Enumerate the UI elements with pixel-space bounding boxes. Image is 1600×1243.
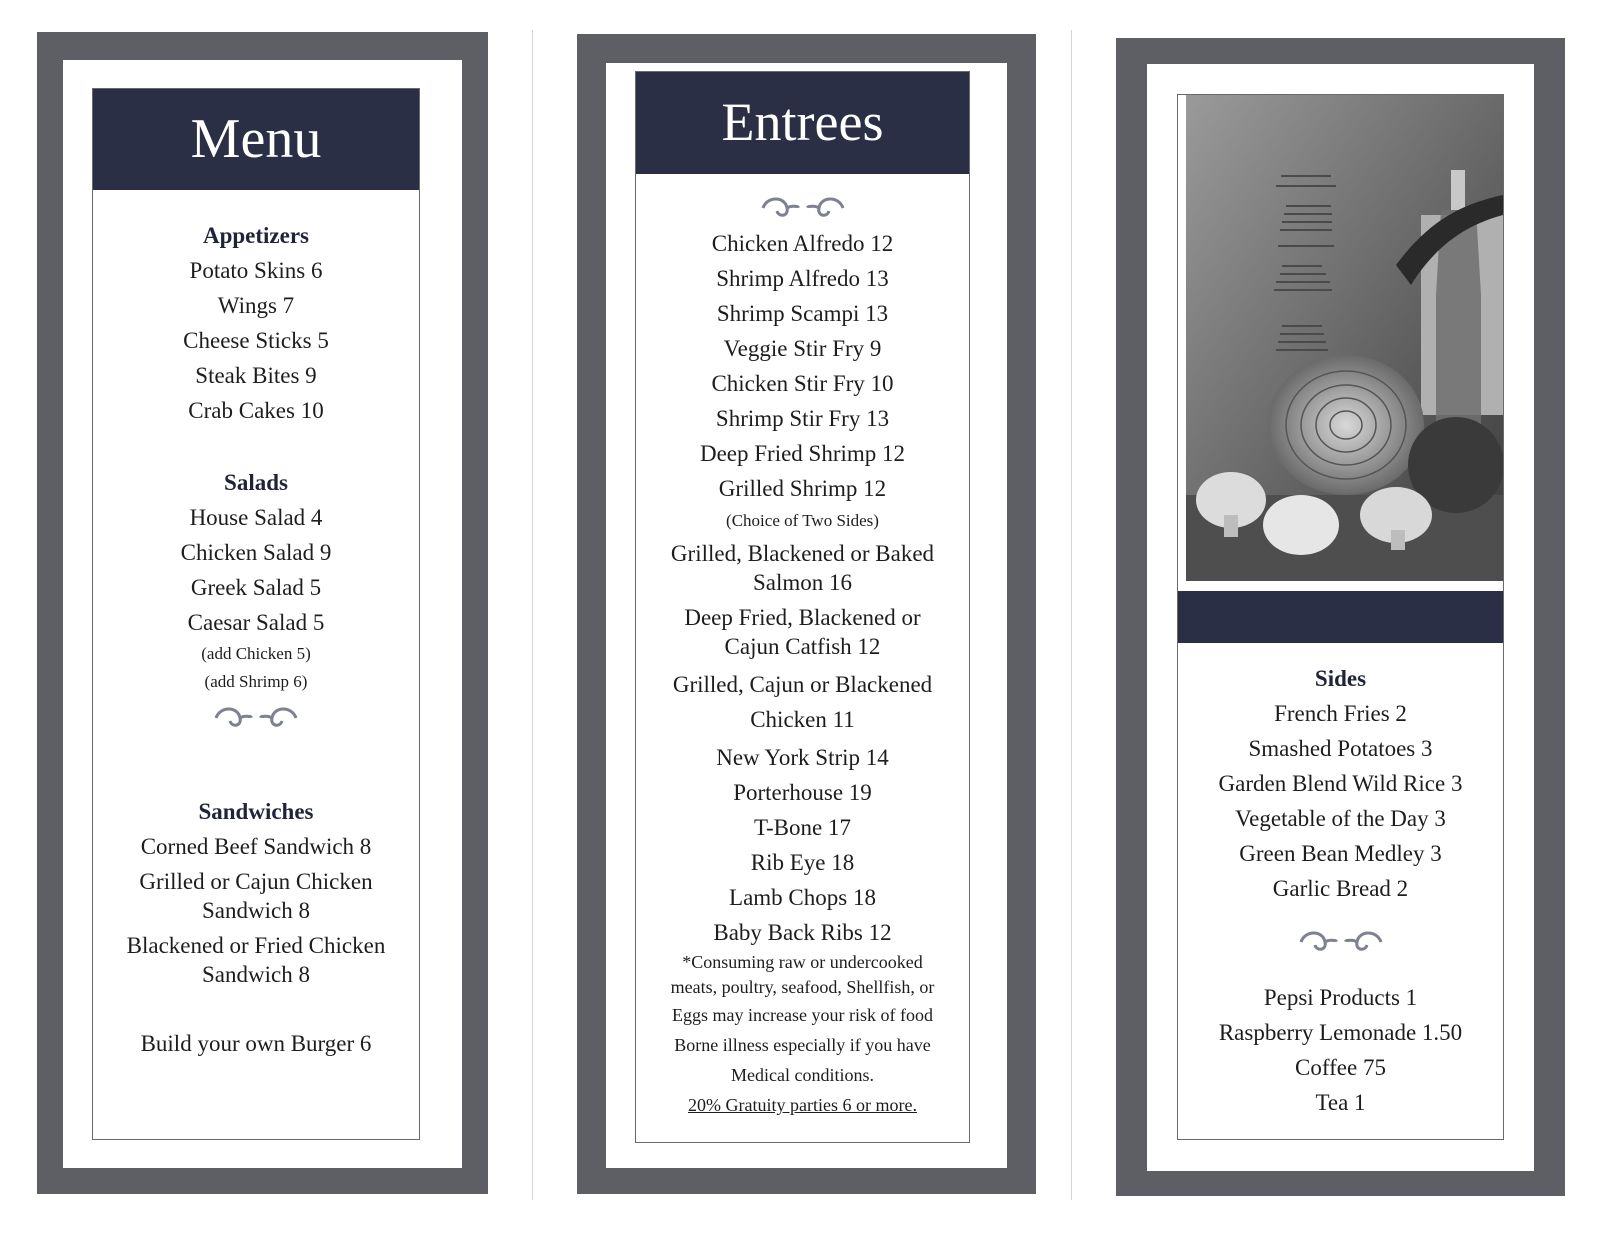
- sandwich-item: Corned Beef Sandwich 8: [140, 834, 372, 859]
- sandwich-item: Grilled or Cajun Chicken Sandwich 8: [139, 869, 373, 923]
- salad-addon: (add Shrimp 6): [204, 672, 308, 691]
- side-item: Garlic Bread 2: [1272, 876, 1409, 901]
- sides-box: [1177, 94, 1504, 1140]
- disclaimer-line: Medical conditions.: [731, 1065, 874, 1085]
- entree-item: Deep Fried, Blackened or Cajun Catfish 12: [684, 605, 921, 659]
- menu-title-bar: [93, 89, 419, 190]
- entree-item: Baby Back Ribs 12: [713, 920, 892, 945]
- drink-item: Pepsi Products 1: [1263, 985, 1418, 1010]
- menu-box: [92, 88, 420, 1140]
- side-item: Vegetable of the Day 3: [1235, 806, 1446, 831]
- entrees-box: [635, 71, 970, 1143]
- entree-item: Grilled, Blackened or Baked Salmon 16: [670, 541, 935, 595]
- salad-item: Caesar Salad 5: [187, 610, 325, 635]
- entree-item: Chicken Stir Fry 10: [711, 371, 894, 396]
- entree-item: Shrimp Alfredo 13: [716, 266, 889, 291]
- sandwich-item: Blackened or Fried Chicken Sandwich 8: [126, 933, 386, 987]
- entrees-content: [636, 186, 969, 1120]
- appetizer-item: Cheese Sticks 5: [183, 328, 329, 353]
- fold-line-right: [1071, 30, 1072, 1200]
- scroll-ornament-icon: [753, 186, 853, 226]
- entree-item: Lamb Chops 18: [729, 885, 876, 910]
- side-item: Green Bean Medley 3: [1239, 841, 1442, 866]
- appetizers-heading: Appetizers: [202, 223, 310, 248]
- drink-item: Coffee 75: [1295, 1055, 1386, 1080]
- entrees-title-bar: [636, 72, 969, 174]
- entree-item: Grilled, Cajun or Blackened Chicken 11: [672, 672, 933, 732]
- sides-heading: Sides: [1314, 666, 1367, 691]
- entree-item: T-Bone 17: [754, 815, 851, 840]
- salad-item: House Salad 4: [189, 505, 323, 530]
- salad-addon: (add Chicken 5): [201, 644, 311, 663]
- side-item: Garden Blend Wild Rice 3: [1218, 771, 1463, 796]
- entree-item: New York Strip 14: [716, 745, 889, 770]
- appetizer-item: Wings 7: [217, 293, 295, 318]
- disclaimer-line: Eggs may increase your risk of food: [672, 1005, 933, 1025]
- fold-line-left: [532, 30, 533, 1200]
- disclaimer-line: *Consuming raw or undercooked: [682, 952, 923, 972]
- panel-entrees-inner: [606, 63, 1007, 1168]
- entrees-title: Entrees: [721, 92, 884, 152]
- side-item: Smashed Potatoes 3: [1248, 736, 1433, 761]
- scroll-ornament-icon: [206, 696, 306, 736]
- panel-menu: [37, 32, 488, 1194]
- panel-sides-inner: [1147, 64, 1534, 1171]
- disclaimer-line: Borne illness especially if you have: [674, 1035, 931, 1055]
- entree-item: Veggie Stir Fry 9: [723, 336, 882, 361]
- choice-note: (Choice of Two Sides): [726, 511, 879, 530]
- sides-band: [1178, 591, 1503, 643]
- menu-title: Menu: [190, 108, 322, 170]
- drink-item: Tea 1: [1315, 1090, 1366, 1115]
- drink-item: Raspberry Lemonade 1.50: [1218, 1020, 1463, 1045]
- entree-item: Deep Fried Shrimp 12: [699, 441, 906, 466]
- salad-item: Greek Salad 5: [190, 575, 322, 600]
- sides-content: [1178, 661, 1503, 1120]
- salads-heading: Salads: [224, 470, 288, 495]
- still-life-photo: [1186, 95, 1503, 581]
- entree-item: Shrimp Scampi 13: [716, 301, 889, 326]
- panel-menu-inner: [63, 60, 462, 1168]
- panel-sides: [1116, 38, 1565, 1196]
- entree-item: Chicken Alfredo 12: [711, 231, 894, 256]
- entree-item: Porterhouse 19: [733, 780, 872, 805]
- entree-item: Shrimp Stir Fry 13: [715, 406, 890, 431]
- panel-entrees: [577, 34, 1036, 1194]
- appetizer-item: Potato Skins 6: [189, 258, 323, 283]
- salad-item: Chicken Salad 9: [180, 540, 332, 565]
- entree-item: Grilled Shrimp 12: [718, 476, 887, 501]
- still-life-image: [1186, 95, 1503, 581]
- menu-content: [93, 218, 419, 1061]
- disclaimer-line: meats, poultry, seafood, Shellfish, or: [670, 977, 935, 997]
- gratuity-note: 20% Gratuity parties 6 or more.: [688, 1095, 917, 1115]
- appetizer-item: Steak Bites 9: [195, 363, 317, 388]
- entree-item: Rib Eye 18: [750, 850, 855, 875]
- burger-item: Build your own Burger 6: [140, 1031, 372, 1056]
- side-item: French Fries 2: [1274, 701, 1407, 726]
- sandwiches-heading: Sandwiches: [198, 799, 314, 824]
- scroll-ornament-icon: [1291, 920, 1391, 960]
- appetizer-item: Crab Cakes 10: [188, 398, 324, 423]
